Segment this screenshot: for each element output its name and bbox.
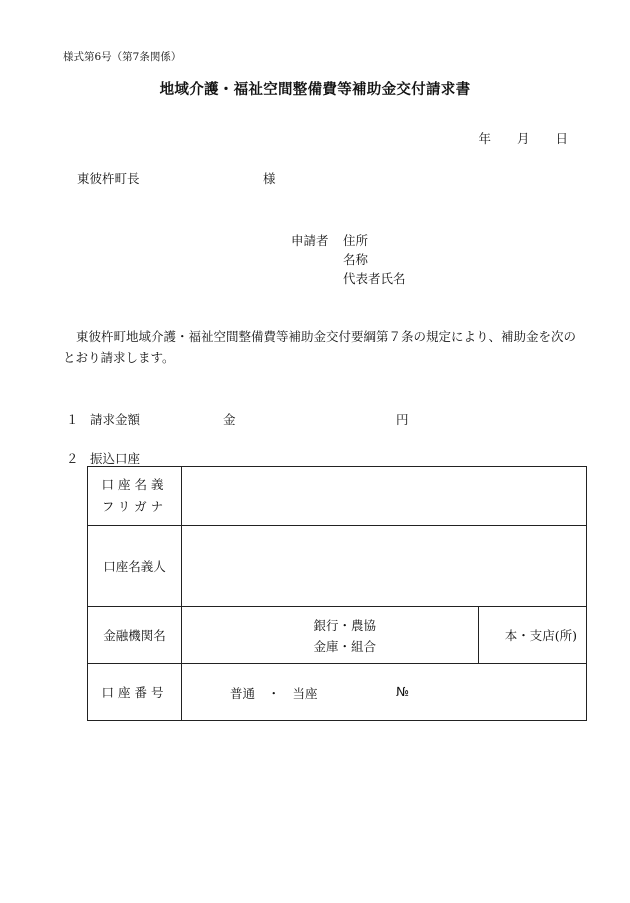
institution-label: 金融機関名 bbox=[88, 607, 182, 663]
item-1-number: １ bbox=[66, 412, 79, 427]
number-mark: № bbox=[396, 684, 410, 699]
form-number: 様式第6号（第7条関係） bbox=[63, 51, 182, 63]
holder-kana-field[interactable] bbox=[182, 467, 586, 525]
applicant-representative-label: 代表者氏名 bbox=[343, 271, 406, 286]
amount-prefix: 金 bbox=[223, 412, 236, 427]
applicant-fields bbox=[343, 231, 406, 288]
request-amount-label: 請求金額 bbox=[90, 412, 141, 427]
furigana-caption: フリガナ bbox=[101, 499, 168, 514]
account-number-field[interactable] bbox=[182, 664, 586, 720]
applicant-address-label: 住所 bbox=[343, 233, 369, 248]
date-line bbox=[478, 129, 568, 147]
date-year-label: 年 bbox=[478, 131, 491, 146]
applicant-org-name-label: 名称 bbox=[343, 252, 369, 267]
account-number-row bbox=[88, 664, 586, 720]
institution-row bbox=[88, 607, 586, 664]
account-type-options: 普通 ・ 当座 bbox=[230, 686, 318, 701]
holder-kana-label bbox=[88, 467, 182, 525]
branch-field[interactable] bbox=[478, 607, 586, 663]
item-2-number: ２ bbox=[66, 451, 79, 466]
date-day-label: 日 bbox=[555, 131, 568, 146]
holder-field[interactable] bbox=[182, 526, 586, 606]
request-statement: 東彼杵町地域介護・福祉空間整備費等補助金交付要綱第７条の規定により、補助金を次のとおり請求します。 bbox=[63, 329, 577, 365]
branch-suffix: 本・支店(所) bbox=[504, 628, 577, 643]
holder-label: 口座名義人 bbox=[88, 526, 182, 606]
institution-field[interactable] bbox=[182, 607, 586, 663]
addressee-name: 東彼杵町長 bbox=[77, 171, 140, 186]
date-month-label: 月 bbox=[516, 131, 530, 146]
transfer-account-label: 振込口座 bbox=[90, 451, 141, 466]
holder-name-caption: 口座名義 bbox=[101, 477, 168, 492]
holder-row bbox=[88, 526, 586, 607]
institution-types-line-1: 銀行・農協 bbox=[313, 618, 376, 633]
institution-types bbox=[313, 615, 376, 657]
addressee-honorific: 様 bbox=[263, 171, 276, 186]
institution-types-line-2: 金庫・組合 bbox=[313, 639, 376, 654]
document-title: 地域介護・福祉空間整備費等補助金交付請求書 bbox=[159, 82, 471, 98]
amount-unit: 円 bbox=[396, 412, 409, 427]
account-number-label: 口座番号 bbox=[88, 664, 182, 720]
holder-kana-row bbox=[88, 467, 586, 526]
bank-account-table bbox=[87, 466, 587, 721]
applicant-label: 申請者 bbox=[291, 233, 329, 248]
